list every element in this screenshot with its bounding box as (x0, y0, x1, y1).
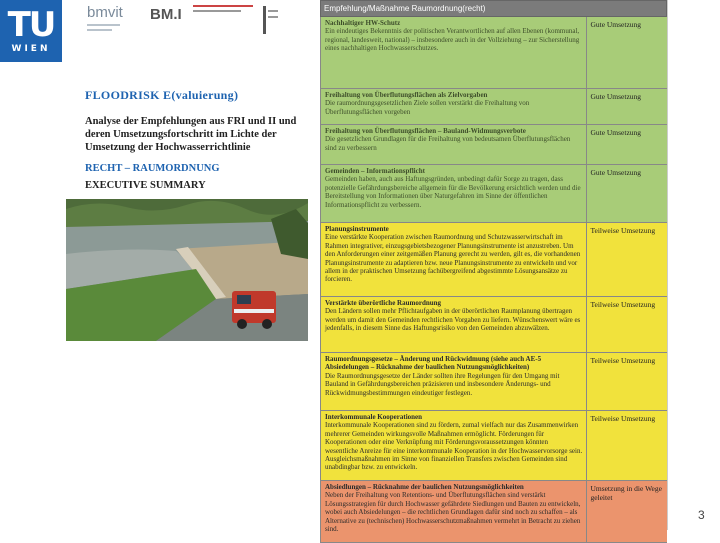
tu-logo-text: TU (7, 5, 55, 45)
wien-logo-text: WIEN (11, 44, 51, 54)
page-number: 3 (698, 508, 705, 522)
table-row (320, 17, 667, 89)
table-row (320, 481, 667, 543)
status-cell: Gute Umsetzung (590, 128, 642, 137)
land-logo (263, 6, 283, 34)
table-row (320, 223, 667, 297)
report-section: RECHT – RAUMORDNUNG (85, 163, 220, 175)
measure-cell: Verstärkte überörtliche Raumordnung Den Ländern sollen mehr Pflichtaufgaben in der überörtlichen Raumplanung übertragen werden um damit den Gemeinden rechtlichen Vorgaben zu liefern. Wünschenswert wäre es jedenfalls, in diesem Sinne das Haftungsrisiko von den Gemeinden abzuwälzen. (321, 297, 587, 352)
tu-wien-logo (0, 0, 62, 62)
measure-cell: Planungsinstrumente Eine verstärkte Kooperation zwischen Raumordnung und Schutzwasserwirtschaft im Rahmen integrativer, einzugsgebietsbezogener Planungsinstrumente ist anzustreben. Um den Anforderungen einer zeitgemäßen Planung gerecht zu werden, gilt es, die vorhandenen Planungsinstrumente zu adaptieren bzw. neue Planungsinstrumente zu entwickeln und vor allem in der praktischen Umsetzung fachübergreifend abgestimmte Lösungsansätze zu forcieren. (321, 223, 587, 296)
report-summary-label: EXECUTIVE SUMMARY (85, 180, 206, 192)
status-cell: Gute Umsetzung (590, 92, 642, 101)
status-cell: Teilweise Umsetzung (590, 300, 656, 309)
status-cell: Gute Umsetzung (590, 20, 642, 29)
table-row (320, 353, 667, 411)
bmi-logo: BM.I (150, 6, 182, 23)
table-header: Empfehlung/Maßnahme Raumordnung(recht) (320, 0, 667, 17)
report-subtitle: Analyse der Empfehlungen aus FRI und II und deren Umsetzungsfortschritt im Lichte der Umsetzung der Hochwasserrichtlinie (85, 116, 297, 154)
measure-cell: Absiedlungen – Rücknahme der baulichen Nutzungsmöglichkeiten Neben der Freihaltung von Retentions- und Überflutungsflächen sind verstärkt Lösungsstrategien für durch Hochwasser gefährdete Siedlungen und Bauten zu entwickeln, wobei auch Absiedelungen – die rechtlichen Grundlagen dafür sind noch zu schaffen – als Alternative zu (technischen) Hochwasserschutzmaßnahmen vermehrt in Betracht zu ziehen sind. (321, 481, 587, 542)
table-row (320, 297, 667, 353)
table-row (320, 165, 667, 223)
status-cell: Umsetzung in die Wege geleitet (590, 484, 662, 502)
ministry-logo (193, 5, 253, 21)
report-title: FLOODRISK E(valuierung) (85, 88, 239, 102)
status-cell: Teilweise Umsetzung (590, 226, 656, 235)
measure-cell: Raumordnungsgesetze – Änderung und Rückwidmung (siehe auch AE-5 Absiedelungen – Rücknahme der baulichen Nutzungsmöglichkeiten) Die Raumordnungsgesetze der Länder sollten ihre Regelungen für den Umgang mit Bauland in Gefährdungsbereichen präzisieren und insbesondere Änderungs- und Rückwidmungsbestimmungen eindeutiger festlegen. (321, 353, 587, 410)
status-cell: Teilweise Umsetzung (590, 414, 656, 423)
recommendation-table (320, 0, 668, 533)
measure-cell: Freihaltung von Überflutungsflächen – Bauland-Widmungsverbote Die gesetzlichen Grundlagen für die Freihaltung von bedeutsamen Überflutungsflächen sind zu verbessern (321, 125, 587, 164)
measure-cell: Interkommunale Kooperationen Interkommunale Kooperationen sind zu fördern, zumal vielfach nur das Zusammenwirken mehrerer Gemeinden wirkungsvolle Maßnahmen ermöglicht. Förderungen für Kooperationen oder eine Verknüpfung mit Förderungsvoraussetzungen könnten wesentliche Anreize für eine interkommunale Kooperation in der Hochwasservorsorge sein. Ausgleichsmaßnahmen im Sinne von finanziellen Transfers zwischen Gemeinden sind unabdingbar bzw. zu entwickeln. (321, 411, 587, 480)
table-row (320, 411, 667, 481)
table-row (320, 89, 667, 125)
bmvit-logo (87, 4, 142, 38)
measure-cell: Gemeinden – Informationspflicht Gemeinden haben, auch aus Haftungsgründen, unbedingt dafür Sorge zu tragen, dass potenzielle Gefährdungsbereiche allgemein für die Bevölkerung ersichtlich werden und die Bereitstellung von Informationen über Naturgefahren im Sinne der öffentlichen Informationspflicht zu verbessern. (321, 165, 587, 222)
measure-cell: Freihaltung von Überflutungsflächen als Zielvorgaben Die raumordnungsgesetzlichen Ziele sollen verstärkt die Freihaltung von Überflutungsflächen vorgeben (321, 89, 587, 124)
measure-cell: Nachhaltiger HW-Schutz Ein eindeutiges Bekenntnis der politischen Verantwortlichen auf allen Ebenen (kommunal, regional, landesweit, national) – insbesondere auch in der Vollziehung – zur Sicherstellung eines nachhaltigen Hochwasserschutzes. (321, 17, 587, 88)
flood-photo (66, 199, 308, 341)
report-cover (85, 88, 305, 191)
status-cell: Teilweise Umsetzung (590, 356, 656, 365)
flood-photo-image (66, 199, 308, 341)
table-row (320, 125, 667, 165)
bmvit-logo-text: bmvit (87, 4, 123, 21)
status-cell: Gute Umsetzung (590, 168, 642, 177)
